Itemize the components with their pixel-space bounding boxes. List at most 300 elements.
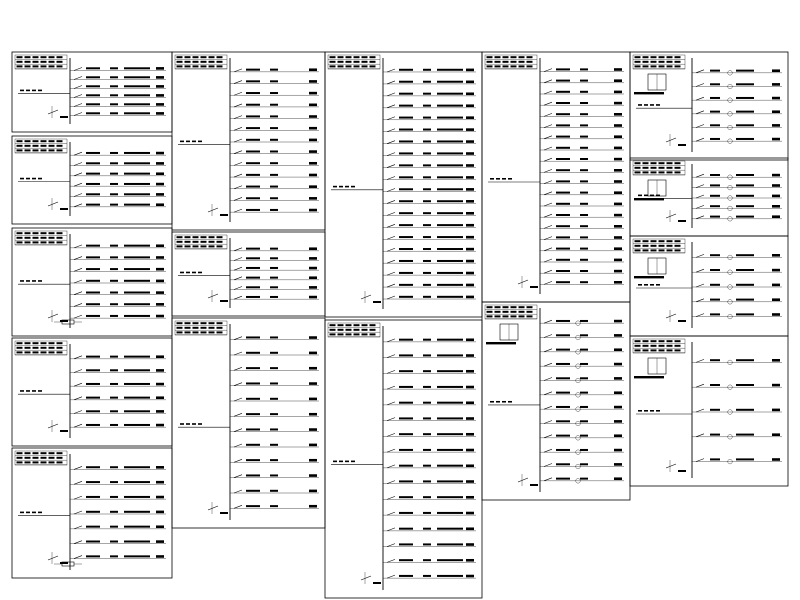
header-glyphs: [209, 331, 215, 333]
load-designation-glyphs: [309, 490, 317, 493]
circuit-label-glyphs: [110, 183, 118, 185]
header-glyphs: [519, 315, 525, 317]
load-designation-glyphs: [614, 247, 622, 250]
panel-group: [12, 52, 788, 598]
header-glyphs: [217, 65, 223, 67]
header-glyphs: [41, 452, 47, 454]
circuit-label-glyphs: [399, 260, 413, 262]
circuit-label-glyphs: [437, 370, 463, 372]
circuit-label-glyphs: [86, 245, 100, 247]
circuit-label-glyphs: [399, 224, 413, 226]
load-designation-glyphs: [772, 254, 780, 257]
circuit-label-glyphs: [399, 354, 413, 356]
breaker-switch-icon: [234, 277, 242, 280]
breaker-switch-icon: [544, 281, 552, 284]
circuit-label-glyphs: [556, 124, 570, 126]
circuit-label-glyphs: [399, 339, 413, 341]
feeder-label-glyphs: [20, 512, 24, 514]
header-glyphs: [659, 56, 665, 58]
circuit-label-glyphs: [270, 104, 278, 106]
circuit-label-glyphs: [437, 117, 463, 119]
header-glyphs: [635, 345, 641, 347]
circuit-label-glyphs: [736, 124, 754, 126]
circuit-label-glyphs: [399, 575, 413, 577]
header-glyphs: [25, 65, 31, 67]
circuit-label-glyphs: [437, 212, 463, 214]
load-designation-glyphs: [466, 512, 474, 515]
circuit-label-glyphs: [710, 313, 720, 315]
header-glyphs: [17, 241, 23, 243]
circuit-label-glyphs: [423, 224, 431, 226]
circuit-label-glyphs: [556, 281, 570, 283]
load-designation-glyphs: [772, 195, 780, 198]
header-glyphs: [17, 457, 23, 459]
ground-symbol-icon: [208, 294, 218, 298]
circuit-label-glyphs: [710, 434, 720, 436]
circuit-label-glyphs: [246, 104, 260, 106]
circuit-label-glyphs: [580, 214, 588, 216]
header-glyphs: [487, 61, 493, 63]
header-glyphs: [33, 140, 39, 142]
header-glyphs: [643, 245, 649, 247]
load-designation-glyphs: [309, 382, 317, 385]
circuit-label-glyphs: [556, 334, 570, 336]
ground-symbol-icon: [48, 110, 58, 114]
breaker-switch-icon: [234, 287, 242, 290]
circuit-label-glyphs: [736, 313, 754, 315]
circuit-label-glyphs: [437, 236, 463, 238]
circuit-label-glyphs: [437, 433, 463, 435]
circuit-label-glyphs: [124, 67, 150, 69]
circuit-label-glyphs: [556, 435, 570, 437]
header-glyphs: [362, 65, 368, 67]
circuit-label-glyphs: [270, 444, 278, 446]
circuit-label-glyphs: [399, 370, 413, 372]
circuit-label-glyphs: [710, 269, 720, 271]
circuit-label-glyphs: [110, 193, 118, 195]
circuit-label-glyphs: [437, 260, 463, 262]
circuit-label-glyphs: [556, 113, 570, 115]
header-glyphs: [33, 457, 39, 459]
circuit-label-glyphs: [437, 339, 463, 341]
circuit-label-glyphs: [124, 256, 150, 258]
breaker-switch-icon: [74, 411, 82, 414]
header-glyphs: [667, 340, 673, 342]
load-designation-glyphs: [309, 115, 317, 118]
header-glyphs: [33, 232, 39, 234]
panel-frame: [172, 318, 325, 528]
header-glyphs: [362, 329, 368, 331]
circuit-label-glyphs: [110, 496, 118, 498]
breaker-switch-icon: [387, 370, 395, 373]
load-designation-glyphs: [309, 209, 317, 212]
circuit-label-glyphs: [246, 413, 260, 415]
breaker-switch-icon: [696, 138, 704, 141]
circuit-label-glyphs: [423, 575, 431, 577]
circuit-label-glyphs: [399, 200, 413, 202]
load-designation-glyphs: [466, 152, 474, 155]
header-glyphs: [651, 349, 657, 351]
header-glyphs: [659, 65, 665, 67]
circuit-label-glyphs: [124, 481, 150, 483]
breaker-switch-icon: [696, 205, 704, 208]
load-designation-glyphs: [466, 224, 474, 227]
header-glyphs: [193, 56, 199, 58]
load-designation-glyphs: [309, 352, 317, 355]
circuit-label-glyphs: [124, 204, 150, 206]
breaker-switch-icon: [74, 356, 82, 359]
feeder-label-glyphs: [32, 512, 36, 514]
breaker-switch-icon: [234, 475, 242, 478]
circuit-label-glyphs: [437, 248, 463, 250]
breaker-switch-icon: [696, 111, 704, 114]
header-glyphs: [177, 241, 183, 243]
load-designation-glyphs: [309, 162, 317, 165]
header-glyphs: [25, 232, 31, 234]
header-glyphs: [675, 56, 681, 58]
circuit-label-glyphs: [437, 449, 463, 451]
load-designation-glyphs: [614, 449, 622, 452]
circuit-label-glyphs: [124, 76, 150, 78]
load-designation-glyphs: [772, 83, 780, 86]
header-glyphs: [643, 171, 649, 173]
header-glyphs: [25, 347, 31, 349]
header-glyphs: [209, 241, 215, 243]
load-designation-glyphs: [466, 401, 474, 404]
circuit-label-glyphs: [580, 420, 588, 422]
feeder-label-glyphs: [26, 90, 30, 92]
load-designation-glyphs: [466, 464, 474, 467]
feeder-label-glyphs: [180, 423, 184, 425]
circuit-label-glyphs: [710, 70, 720, 72]
circuit-label-glyphs: [270, 505, 278, 507]
circuit-label-glyphs: [556, 236, 570, 238]
header-glyphs: [41, 232, 47, 234]
breaker-switch-icon: [74, 183, 82, 186]
circuit-label-glyphs: [437, 188, 463, 190]
header-glyphs: [643, 61, 649, 63]
load-designation-glyphs: [466, 575, 474, 578]
breaker-switch-icon: [387, 93, 395, 96]
feeder-label-glyphs: [186, 141, 190, 143]
circuit-label-glyphs: [124, 268, 150, 270]
header-glyphs: [41, 56, 47, 58]
header-glyphs: [201, 241, 207, 243]
circuit-label-glyphs: [270, 174, 278, 176]
circuit-label-glyphs: [736, 299, 754, 301]
breaker-switch-icon: [234, 186, 242, 189]
breaker-switch-icon: [234, 367, 242, 370]
circuit-label-glyphs: [246, 162, 260, 164]
breaker-switch-icon: [234, 459, 242, 462]
header-glyphs: [667, 171, 673, 173]
header-glyphs: [209, 56, 215, 58]
circuit-label-glyphs: [710, 205, 720, 207]
circuit-label-glyphs: [399, 188, 413, 190]
ground-label-glyphs: [220, 512, 228, 514]
circuit-label-glyphs: [270, 459, 278, 461]
ground-label-glyphs: [678, 144, 686, 146]
feeder-label-glyphs: [180, 141, 184, 143]
ground-symbol-icon: [48, 424, 58, 428]
header-glyphs: [495, 315, 501, 317]
load-designation-glyphs: [156, 172, 164, 175]
load-designation-glyphs: [772, 433, 780, 436]
distribution-panel: [630, 336, 788, 486]
feeder-label-glyphs: [644, 104, 648, 106]
circuit-label-glyphs: [86, 303, 100, 305]
load-designation-glyphs: [772, 138, 780, 141]
header-glyphs: [667, 349, 673, 351]
load-designation-glyphs: [466, 296, 474, 299]
header-glyphs: [675, 61, 681, 63]
circuit-label-glyphs: [556, 225, 570, 227]
header-glyphs: [330, 65, 336, 67]
header-glyphs: [185, 322, 191, 324]
distribution-panel: [630, 52, 788, 160]
circuit-label-glyphs: [124, 555, 150, 557]
breaker-switch-icon: [544, 378, 552, 381]
breaker-switch-icon: [696, 254, 704, 257]
circuit-label-glyphs: [86, 292, 100, 294]
circuit-label-glyphs: [556, 349, 570, 351]
circuit-label-glyphs: [270, 150, 278, 152]
load-designation-glyphs: [466, 176, 474, 179]
circuit-label-glyphs: [110, 410, 118, 412]
header-glyphs: [659, 171, 665, 173]
header-glyphs: [667, 167, 673, 169]
circuit-label-glyphs: [110, 315, 118, 317]
header-glyphs: [527, 65, 533, 67]
ground-symbol-icon: [361, 576, 371, 580]
circuit-label-glyphs: [580, 320, 588, 322]
circuit-label-glyphs: [246, 115, 260, 117]
circuit-label-glyphs: [580, 349, 588, 351]
circuit-label-glyphs: [124, 383, 150, 385]
header-glyphs: [651, 245, 657, 247]
breaker-switch-icon: [74, 104, 82, 107]
header-glyphs: [667, 56, 673, 58]
load-designation-glyphs: [466, 449, 474, 452]
header-glyphs: [217, 245, 223, 247]
load-designation-glyphs: [156, 112, 164, 115]
breaker-switch-icon: [544, 91, 552, 94]
header-glyphs: [346, 329, 352, 331]
load-designation-glyphs: [466, 128, 474, 131]
breaker-switch-icon: [74, 397, 82, 400]
header-glyphs: [49, 237, 55, 239]
breaker-switch-icon: [696, 84, 704, 87]
load-designation-glyphs: [614, 259, 622, 262]
feeder-label-glyphs: [496, 401, 500, 403]
load-designation-glyphs: [772, 409, 780, 412]
feeder-label-glyphs: [20, 90, 24, 92]
circuit-label-glyphs: [246, 127, 260, 129]
load-designation-glyphs: [614, 124, 622, 127]
load-designation-glyphs: [466, 104, 474, 107]
load-designation-glyphs: [309, 267, 317, 270]
feeder-label-glyphs: [656, 104, 660, 106]
circuit-label-glyphs: [437, 105, 463, 107]
circuit-label-glyphs: [399, 386, 413, 388]
circuit-label-glyphs: [437, 559, 463, 561]
panel-frame: [482, 52, 630, 302]
breaker-switch-icon: [234, 413, 242, 416]
breaker-switch-icon: [74, 194, 82, 197]
circuit-label-glyphs: [86, 383, 100, 385]
load-designation-glyphs: [614, 477, 622, 480]
header-glyphs: [185, 236, 191, 238]
circuit-label-glyphs: [710, 359, 720, 361]
panel-frame: [630, 158, 788, 236]
circuit-label-glyphs: [246, 174, 260, 176]
header-glyphs: [217, 236, 223, 238]
load-designation-glyphs: [614, 320, 622, 323]
feeder-label-glyphs: [508, 178, 512, 180]
header-glyphs: [25, 457, 31, 459]
feeder-label-glyphs: [32, 280, 36, 282]
feeder-label-glyphs: [638, 104, 642, 106]
load-designation-glyphs: [156, 268, 164, 271]
circuit-label-glyphs: [580, 158, 588, 160]
breaker-switch-icon: [544, 192, 552, 195]
header-glyphs: [177, 56, 183, 58]
circuit-label-glyphs: [710, 111, 720, 113]
load-designation-glyphs: [772, 458, 780, 461]
breaker-switch-icon: [387, 402, 395, 405]
header-glyphs: [17, 347, 23, 349]
circuit-label-glyphs: [110, 173, 118, 175]
header-glyphs: [25, 237, 31, 239]
header-glyphs: [57, 61, 63, 63]
header-glyphs: [33, 342, 39, 344]
breaker-switch-icon: [387, 433, 395, 436]
circuit-label-glyphs: [270, 186, 278, 188]
circuit-label-glyphs: [437, 354, 463, 356]
load-designation-glyphs: [772, 284, 780, 287]
header-glyphs: [57, 347, 63, 349]
load-designation-glyphs: [309, 68, 317, 71]
header-glyphs: [41, 342, 47, 344]
circuit-label-glyphs: [86, 193, 100, 195]
circuit-label-glyphs: [710, 184, 720, 186]
circuit-label-glyphs: [86, 256, 100, 258]
load-designation-glyphs: [466, 81, 474, 84]
header-glyphs: [511, 65, 517, 67]
load-designation-glyphs: [309, 444, 317, 447]
feeder-label-glyphs: [644, 195, 648, 197]
header-glyphs: [346, 333, 352, 335]
circuit-label-glyphs: [556, 463, 570, 465]
header-glyphs: [25, 351, 31, 353]
header-glyphs: [667, 249, 673, 251]
ground-label-glyphs: [220, 300, 228, 302]
load-designation-glyphs: [466, 480, 474, 483]
circuit-label-glyphs: [399, 496, 413, 498]
header-glyphs: [511, 61, 517, 63]
feeder-label-glyphs: [186, 423, 190, 425]
load-designation-glyphs: [309, 104, 317, 107]
header-glyphs: [209, 61, 215, 63]
circuit-label-glyphs: [437, 543, 463, 545]
circuit-label-glyphs: [124, 541, 150, 543]
circuit-label-glyphs: [423, 465, 431, 467]
circuit-label-glyphs: [437, 386, 463, 388]
circuit-label-glyphs: [556, 214, 570, 216]
feeder-label-glyphs: [339, 461, 343, 463]
circuit-label-glyphs: [580, 180, 588, 182]
header-glyphs: [201, 327, 207, 329]
header-glyphs: [338, 324, 344, 326]
header-glyphs: [33, 145, 39, 147]
circuit-label-glyphs: [437, 69, 463, 71]
header-glyphs: [41, 140, 47, 142]
breaker-switch-icon: [544, 203, 552, 206]
circuit-label-glyphs: [270, 115, 278, 117]
circuit-label-glyphs: [710, 195, 720, 197]
header-glyphs: [370, 56, 376, 58]
circuit-label-glyphs: [110, 292, 118, 294]
circuit-label-glyphs: [399, 512, 413, 514]
load-designation-glyphs: [309, 174, 317, 177]
meter-label-glyphs: [634, 92, 664, 94]
breaker-switch-icon: [74, 526, 82, 529]
circuit-label-glyphs: [437, 480, 463, 482]
header-glyphs: [209, 65, 215, 67]
circuit-label-glyphs: [437, 164, 463, 166]
breaker-switch-icon: [544, 214, 552, 217]
circuit-label-glyphs: [580, 192, 588, 194]
header-glyphs: [519, 65, 525, 67]
feeder-label-glyphs: [20, 178, 24, 180]
header-glyphs: [33, 452, 39, 454]
circuit-label-glyphs: [710, 254, 720, 256]
circuit-label-glyphs: [110, 303, 118, 305]
feeder-label-glyphs: [38, 280, 42, 282]
load-designation-glyphs: [614, 169, 622, 172]
circuit-label-glyphs: [710, 458, 720, 460]
circuit-label-glyphs: [423, 236, 431, 238]
circuit-label-glyphs: [110, 245, 118, 247]
circuit-label-glyphs: [437, 402, 463, 404]
feeder-label-glyphs: [345, 186, 349, 188]
circuit-label-glyphs: [246, 80, 260, 82]
header-glyphs: [57, 461, 63, 463]
header-glyphs: [25, 149, 31, 151]
ground-label-glyphs: [60, 208, 68, 210]
circuit-label-glyphs: [124, 85, 150, 87]
header-glyphs: [201, 245, 207, 247]
circuit-label-glyphs: [423, 93, 431, 95]
header-glyphs: [41, 461, 47, 463]
header-glyphs: [57, 237, 63, 239]
distribution-panel: [630, 158, 788, 236]
circuit-label-glyphs: [736, 254, 754, 256]
feeder-label-glyphs: [26, 512, 30, 514]
circuit-label-glyphs: [423, 284, 431, 286]
header-glyphs: [362, 324, 368, 326]
feeder-label-glyphs: [650, 284, 654, 286]
circuit-label-glyphs: [86, 162, 100, 164]
circuit-label-glyphs: [270, 474, 278, 476]
feeder-label-glyphs: [333, 461, 337, 463]
load-designation-glyphs: [156, 193, 164, 196]
breaker-switch-icon: [234, 209, 242, 212]
header-glyphs: [25, 241, 31, 243]
header-glyphs: [33, 351, 39, 353]
header-glyphs: [675, 345, 681, 347]
load-designation-glyphs: [614, 270, 622, 273]
